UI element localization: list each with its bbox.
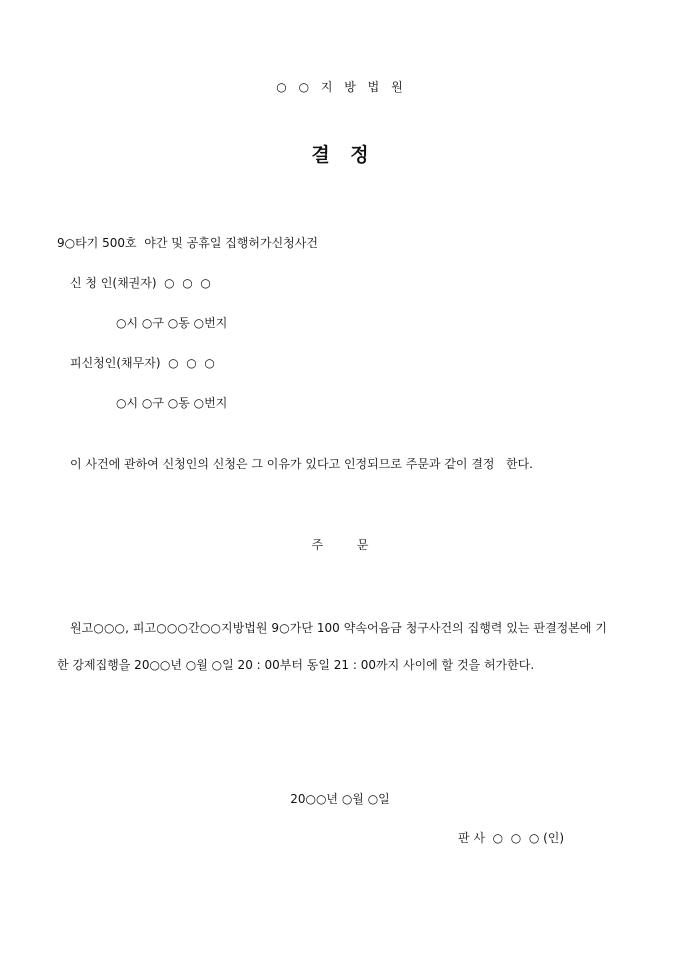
judge-signature: 판 사 ○ ○ ○ (인)	[458, 831, 565, 845]
order-heading: 주 문	[311, 538, 369, 552]
decision-date: 20○○년 ○월 ○일	[290, 792, 390, 806]
order-body: 원고○○○, 피고○○○간○○지방법원 9○가단 100 약속어음금 청구사건의 집행력 있는 판결정본에 기한 강제집행을 20○○년 ○월 ○일 20 : 00부터 동일 21 : 00까지 사이에 할 것을 허가한다.	[57, 621, 607, 672]
court-name: ○ ○ 지 방 법 원	[276, 80, 404, 94]
respondent-address: ○시 ○구 ○동 ○번지	[116, 396, 228, 410]
applicant-label: 신 청 인(채권자) ○ ○ ○	[70, 276, 211, 290]
decision-statement: 이 사건에 관하여 신청인의 신청은 그 이유가 있다고 인정되므로 주문과 같이 결정 한다.	[70, 457, 533, 471]
applicant-address: ○시 ○구 ○동 ○번지	[116, 316, 228, 330]
case-title: 9○타기 500호 야간 및 공휴일 집행허가신청사건	[57, 236, 318, 250]
respondent-label: 피신청인(채무자) ○ ○ ○	[70, 356, 215, 370]
document-title: 결 정	[311, 144, 369, 166]
